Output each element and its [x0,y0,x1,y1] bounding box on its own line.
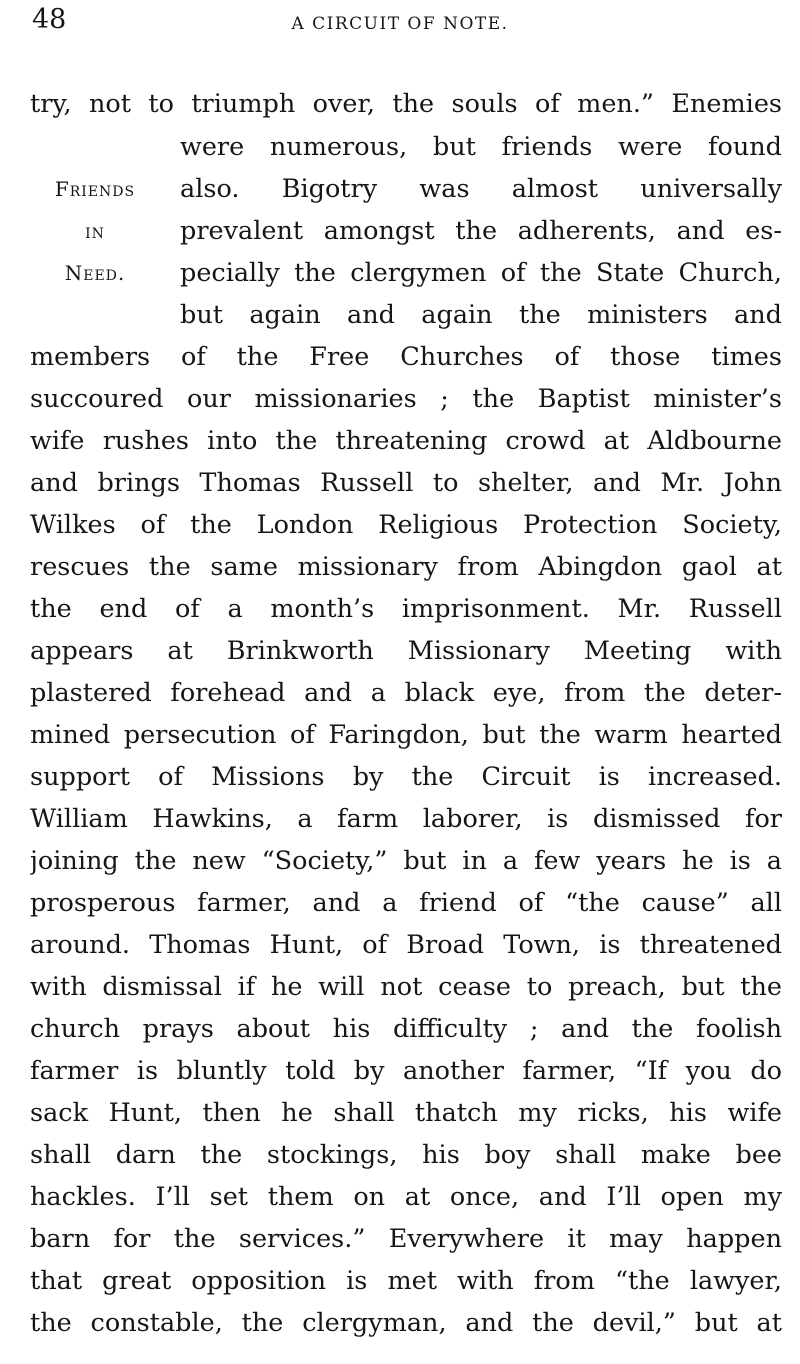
text-line: wife rushes into the threatening crowd at Aldbourne [30,426,782,456]
text-line: members of the Free Churches of those times [30,342,782,372]
sidenote-line: in [85,219,105,243]
text-line: try, not to triumph over, the souls of men.” Enemies [30,89,782,119]
text-line: succoured our missionaries ; the Baptist minister’s [30,384,782,414]
text-line: but again and again the ministers and [180,300,782,330]
text-line: pecially the clergymen of the State Church, [180,258,782,288]
page-header [0,0,800,50]
text-line: joining the new “Society,” but in a few years he is a [30,846,782,876]
running-head: A CIRCUIT OF NOTE. [291,14,509,34]
text-line: and brings Thomas Russell to shelter, and Mr. John [30,468,782,498]
text-line: hackles. I’ll set them on at once, and I’ll open my [30,1182,782,1212]
sidenote-line: Need. [64,261,126,285]
text-line: the end of a month’s imprisonment. Mr. Russell [30,594,782,624]
text-line: appears at Brinkworth Missionary Meeting with [30,636,782,666]
text-line: shall darn the stockings, his boy shall make bee [30,1140,782,1170]
text-line: prosperous farmer, and a friend of “the cause” all [30,888,782,918]
text-line: mined persecution of Faringdon, but the warm hearted [30,720,782,750]
text-line: Wilkes of the London Religious Protection Society, [30,510,782,540]
page-number: 48 [32,4,67,35]
text-line: also. Bigotry was almost universally [180,174,782,204]
text-line: farmer is bluntly told by another farmer, “If you do [30,1056,782,1086]
text-line: were numerous, but friends were found [180,132,782,162]
text-line: plastered forehead and a black eye, from the deter- [30,678,782,708]
text-line: rescues the same missionary from Abingdon gaol at [30,552,782,582]
text-line: with dismissal if he will not cease to preach, but the [30,972,782,1002]
text-line: William Hawkins, a farm laborer, is dismissed for [30,804,782,834]
text-line: that great opposition is met with from “the lawyer, [30,1266,782,1296]
text-line: barn for the services.” Everywhere it may happen [30,1224,782,1254]
text-line: church prays about his difficulty ; and the foolish [30,1014,782,1044]
text-line: support of Missions by the Circuit is increased. [30,762,782,792]
text-line: sack Hunt, then he shall thatch my ricks, his wife [30,1098,782,1128]
text-line: the constable, the clergyman, and the devil,” but at [30,1308,782,1338]
text-line: prevalent amongst the adherents, and es- [180,216,782,246]
text-line: around. Thomas Hunt, of Broad Town, is threatened [30,930,782,960]
sidenote-line: Friends [54,177,136,201]
